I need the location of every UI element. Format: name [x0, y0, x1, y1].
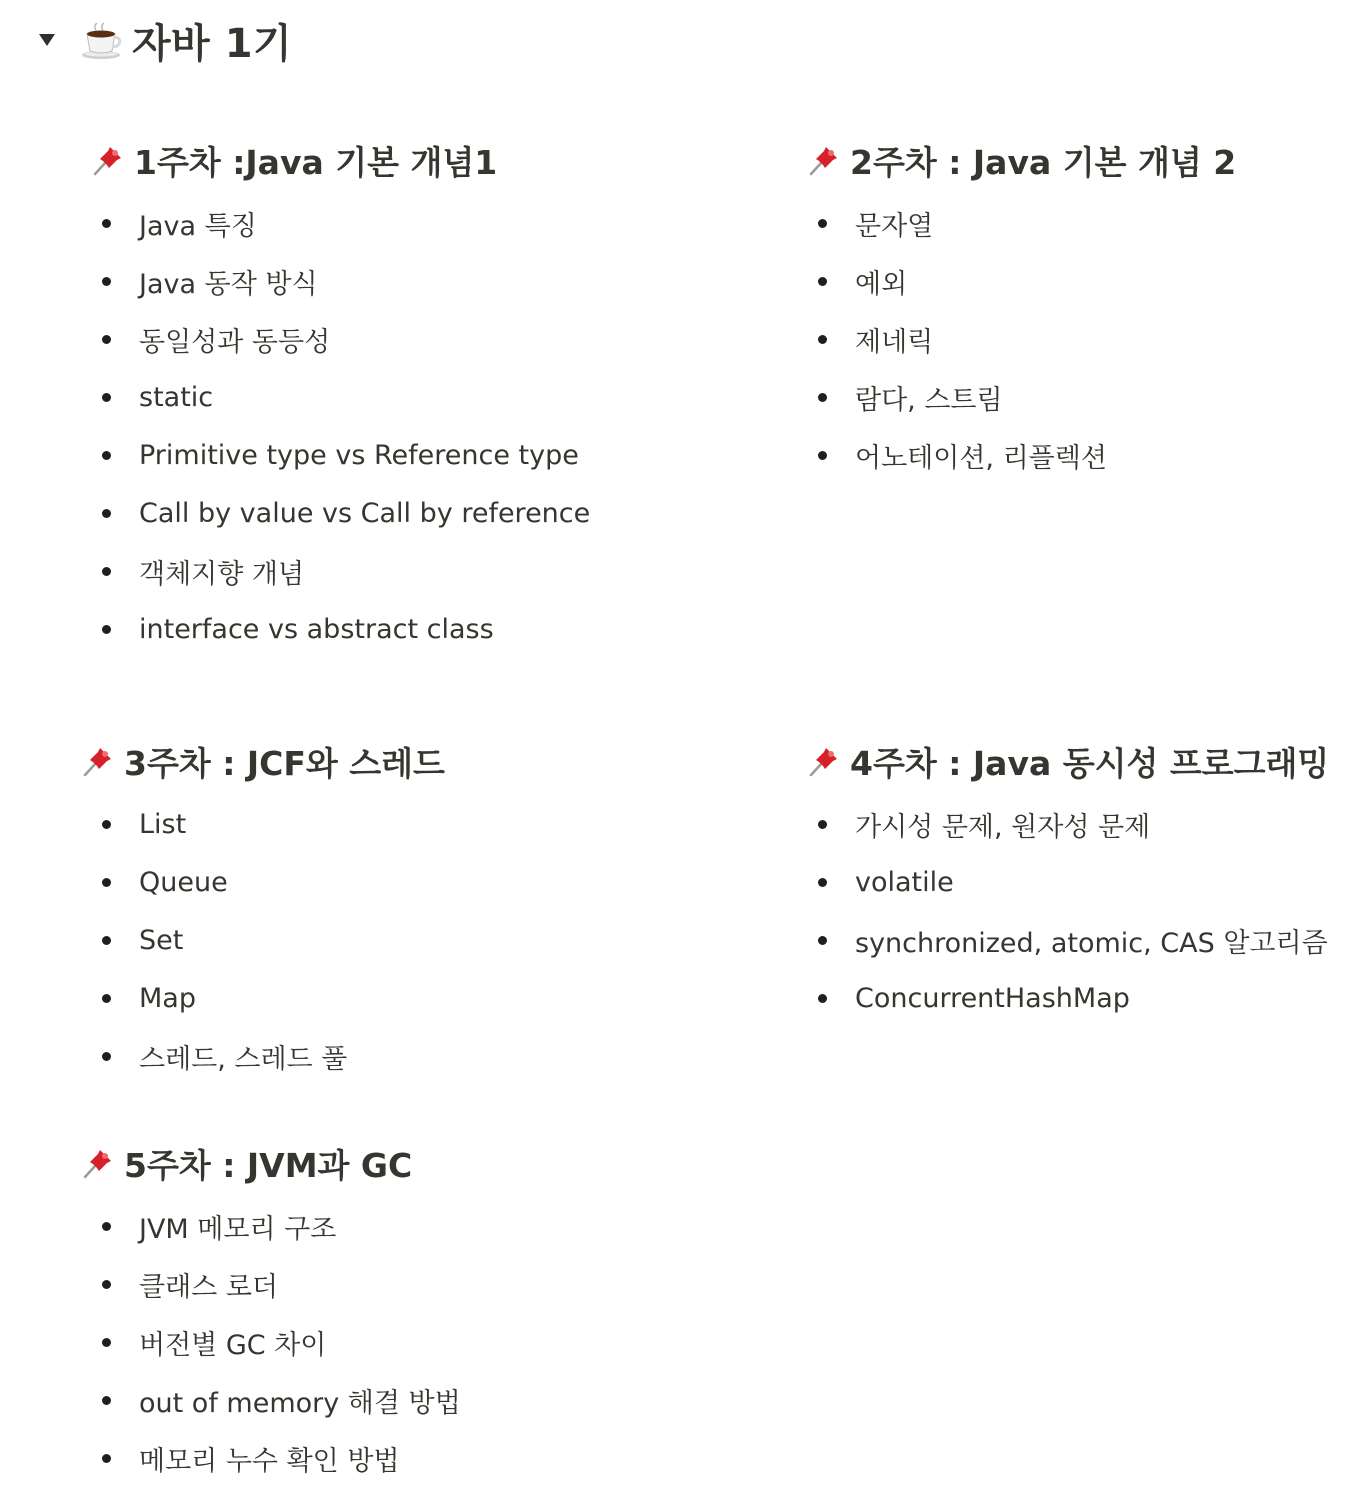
section-week-2: [806, 136, 1236, 484]
bullet-dot: [102, 1338, 111, 1347]
list-item: [90, 542, 590, 600]
list-item-text: 버전별 GC 차이: [139, 1329, 327, 1361]
bullet-dot: [102, 393, 111, 402]
list-item: [806, 795, 1329, 853]
list-item: [806, 911, 1329, 969]
pushpin-icon: [80, 743, 116, 779]
list-item: [90, 853, 445, 911]
bullet-dot: [818, 878, 827, 887]
list-item-text: Queue: [139, 866, 228, 898]
list-item-text: Set: [139, 924, 184, 956]
list-item: [90, 1429, 461, 1487]
section-title: 5주차 : JVM과 GC: [124, 1145, 413, 1185]
bullet-dot: [102, 335, 111, 344]
list-item: [90, 368, 590, 426]
list-item-text: 객체지향 개념: [139, 558, 305, 590]
list-item: [806, 368, 1236, 426]
pushpin-icon: [806, 743, 842, 779]
section-week-3: [80, 737, 445, 1085]
list-item: [90, 310, 590, 368]
bullet-dot: [102, 509, 111, 518]
bullet-dot: [102, 277, 111, 286]
list-item-text: 가시성 문제, 원자성 문제: [855, 811, 1151, 843]
bullet-dot: [102, 936, 111, 945]
list-item: [806, 194, 1236, 252]
list-item-text: Primitive type vs Reference type: [139, 439, 579, 471]
list-item: [806, 252, 1236, 310]
list-item: [806, 310, 1236, 368]
bullet-dot: [102, 1222, 111, 1231]
bullet-dot: [102, 820, 111, 829]
bullet-dot: [818, 936, 827, 945]
list-item-text: ConcurrentHashMap: [855, 982, 1130, 1014]
pushpin-icon: [806, 142, 842, 178]
list-item-text: out of memory 해결 방법: [139, 1387, 461, 1419]
list-item: [90, 1027, 445, 1085]
list-item: [90, 426, 590, 484]
section-heading: [90, 136, 590, 184]
pushpin-icon: [80, 1145, 116, 1181]
bullet-dot: [818, 820, 827, 829]
section-title: 1주차 :Java 기본 개념1: [134, 142, 498, 182]
section-heading: [806, 737, 1329, 785]
list-item-text: 메모리 누수 확인 방법: [139, 1445, 400, 1477]
bullet-dot: [102, 567, 111, 576]
list-item-text: Java 동작 방식: [139, 268, 318, 300]
section-title: 2주차 : Java 기본 개념 2: [850, 142, 1237, 182]
bullet-dot: [102, 1052, 111, 1061]
bullet-dot: [102, 1396, 111, 1405]
section-heading: [806, 136, 1236, 184]
list-item-text: synchronized, atomic, CAS 알고리즘: [855, 927, 1328, 959]
list-item: [90, 1197, 461, 1255]
list-item: [806, 969, 1329, 1027]
list-item: [90, 969, 445, 1027]
section-week-4: [806, 737, 1329, 1027]
list-item: [90, 1371, 461, 1429]
list-item: [806, 853, 1329, 911]
bullet-dot: [818, 451, 827, 460]
bullet-list: [90, 194, 590, 658]
list-item: [90, 194, 590, 252]
list-item-text: 람다, 스트림: [855, 384, 1003, 416]
pushpin-icon: [90, 142, 126, 178]
bullet-list: [806, 194, 1236, 484]
list-item: [90, 600, 590, 658]
list-item-text: 클래스 로더: [139, 1271, 278, 1303]
section-week-1: [90, 136, 590, 658]
bullet-list: [806, 795, 1329, 1027]
bullet-dot: [818, 219, 827, 228]
page-title: 자바 1기: [132, 20, 293, 67]
list-item-text: 문자열: [855, 210, 934, 242]
bullet-dot: [102, 1280, 111, 1289]
bullet-dot: [102, 994, 111, 1003]
bullet-dot: [102, 878, 111, 887]
list-item: [90, 795, 445, 853]
list-item: [90, 484, 590, 542]
section-title: 3주차 : JCF와 스레드: [124, 743, 445, 783]
list-item-text: 제네릭: [855, 326, 934, 358]
list-item-text: static: [139, 381, 214, 413]
bullet-dot: [818, 335, 827, 344]
list-item-text: volatile: [855, 866, 954, 898]
bullet-dot: [102, 219, 111, 228]
toggle-header: [36, 12, 292, 68]
list-item-text: List: [139, 808, 187, 840]
list-item: [90, 252, 590, 310]
list-item-text: Call by value vs Call by reference: [139, 497, 591, 529]
bullet-dot: [818, 277, 827, 286]
list-item-text: 예외: [855, 268, 908, 300]
bullet-dot: [818, 994, 827, 1003]
list-item-text: JVM 메모리 구조: [139, 1213, 337, 1245]
bullet-dot: [102, 625, 111, 634]
list-item-text: Java 특징: [139, 210, 257, 242]
section-heading: [80, 1139, 461, 1187]
section-title: 4주차 : Java 동시성 프로그래밍: [850, 743, 1330, 783]
list-item: [90, 1255, 461, 1313]
list-item: [90, 911, 445, 969]
bullet-list: [90, 795, 445, 1085]
bullet-dot: [102, 451, 111, 460]
coffee-icon: [80, 18, 124, 62]
list-item: [806, 426, 1236, 484]
bullet-list: [90, 1197, 461, 1487]
list-item: [90, 1313, 461, 1371]
list-item-text: 어노테이션, 리플렉션: [855, 442, 1107, 474]
list-item-text: interface vs abstract class: [139, 613, 494, 645]
section-week-5: [80, 1139, 461, 1487]
list-item-text: 동일성과 동등성: [139, 326, 331, 358]
section-heading: [80, 737, 445, 785]
bullet-dot: [818, 393, 827, 402]
toggle-triangle-icon[interactable]: [36, 29, 58, 51]
list-item-text: Map: [139, 982, 196, 1014]
list-item-text: 스레드, 스레드 풀: [139, 1043, 348, 1075]
bullet-dot: [102, 1454, 111, 1463]
